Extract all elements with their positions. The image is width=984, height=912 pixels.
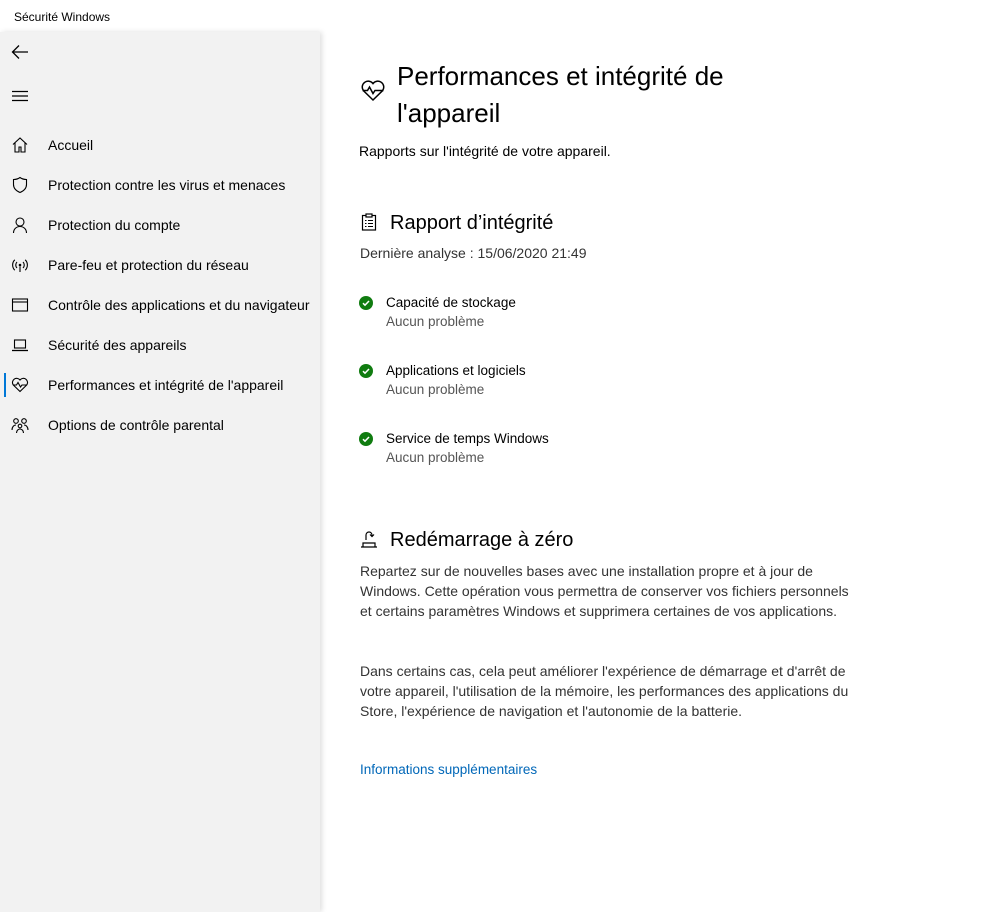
report-item-name: Service de temps Windows bbox=[386, 431, 549, 446]
page-title: Performances et intégrité de l'appareil bbox=[397, 61, 724, 128]
heart-pulse-icon bbox=[11, 376, 29, 394]
home-icon bbox=[11, 136, 29, 154]
sidebar-item-home[interactable] bbox=[0, 125, 320, 165]
fresh-start-heading: Redémarrage à zéro bbox=[390, 529, 574, 551]
hamburger-menu-icon bbox=[11, 90, 29, 102]
sidebar-item-label: Options de contrôle parental bbox=[48, 417, 224, 433]
sidebar-item-label: Sécurité des appareils bbox=[48, 337, 187, 353]
fresh-start-paragraph: Repartez sur de nouvelles bases avec une installation propre et à jour de Windows. Cette opération vous permettra de conserver vos fichiers personnels et certains paramètres Windows et supprimera certaines de vos applications. bbox=[360, 563, 849, 619]
menu-button[interactable] bbox=[0, 76, 40, 116]
person-icon bbox=[11, 216, 29, 234]
health-report-heading: Rapport d’intégrité bbox=[390, 212, 554, 234]
wifi-icon bbox=[11, 256, 29, 274]
fresh-start-icon bbox=[360, 530, 378, 548]
active-indicator bbox=[4, 373, 6, 397]
back-arrow-icon bbox=[11, 44, 29, 60]
page-subtitle: Rapports sur l'intégrité de votre appareil. bbox=[359, 143, 611, 159]
title-bar bbox=[0, 0, 984, 32]
report-item-status: Aucun problème bbox=[386, 314, 485, 329]
sidebar-item-family-options[interactable] bbox=[0, 405, 320, 445]
more-info-link[interactable]: Informations supplémentaires bbox=[360, 762, 538, 777]
laptop-icon bbox=[11, 336, 29, 354]
clipboard-icon bbox=[360, 213, 378, 231]
family-icon bbox=[11, 416, 29, 434]
sidebar-item-label: Accueil bbox=[48, 137, 94, 153]
sidebar bbox=[0, 32, 320, 912]
sidebar-item-label: Performances et intégrité de l'appareil bbox=[48, 377, 284, 393]
last-scan-text: Dernière analyse : 15/06/2020 21:49 bbox=[360, 245, 587, 261]
report-item-name: Capacité de stockage bbox=[386, 295, 516, 310]
sidebar-item-label: Contrôle des applications et du navigateur bbox=[48, 297, 310, 313]
report-item-status: Aucun problème bbox=[386, 382, 485, 397]
window-title: Sécurité Windows bbox=[14, 10, 111, 24]
browser-window-icon bbox=[11, 296, 29, 314]
fresh-start-paragraph: Dans certains cas, cela peut améliorer l'expérience de démarrage et d'arrêt de votre appareil, l'utilisation de la mémoire, les performances des applications du Store, l'expérience de navigation et l'autonomie de la batterie. bbox=[360, 663, 849, 719]
report-item-name: Applications et logiciels bbox=[386, 363, 526, 378]
check-circle-icon bbox=[359, 296, 373, 310]
sidebar-item-firewall[interactable] bbox=[0, 245, 320, 285]
sidebar-item-app-browser-control[interactable] bbox=[0, 285, 320, 325]
report-item-status: Aucun problème bbox=[386, 450, 485, 465]
heart-pulse-icon bbox=[360, 78, 386, 102]
back-button[interactable] bbox=[0, 32, 40, 72]
sidebar-item-virus-protection[interactable] bbox=[0, 165, 320, 205]
sidebar-item-label: Protection du compte bbox=[48, 217, 181, 233]
sidebar-item-label: Protection contre les virus et menaces bbox=[48, 177, 286, 193]
sidebar-item-account-protection[interactable] bbox=[0, 205, 320, 245]
shield-icon bbox=[11, 176, 29, 194]
check-circle-icon bbox=[359, 432, 373, 446]
sidebar-item-device-performance[interactable] bbox=[0, 365, 320, 405]
sidebar-item-device-security[interactable] bbox=[0, 325, 320, 365]
check-circle-icon bbox=[359, 364, 373, 378]
sidebar-item-label: Pare-feu et protection du réseau bbox=[48, 257, 249, 273]
main-content bbox=[320, 32, 984, 912]
